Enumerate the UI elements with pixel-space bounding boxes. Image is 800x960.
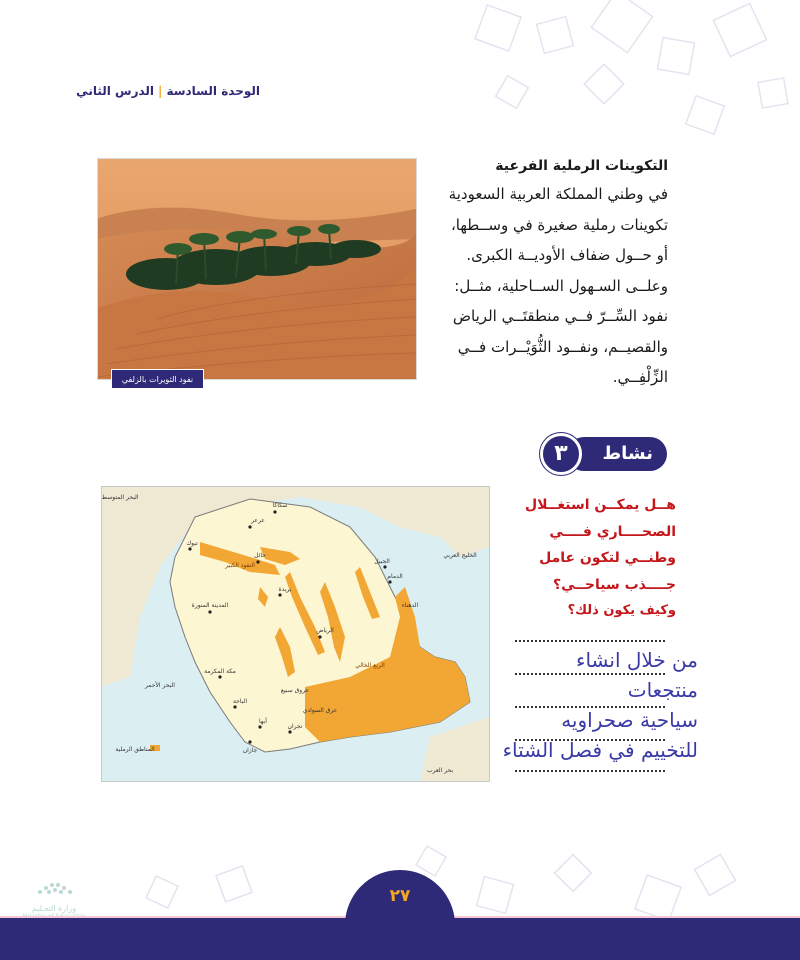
paragraph-line: وعلــى السـهول الســاحلية، مثــل: [454,276,668,295]
activity-label: نشاط [602,443,653,464]
answer-line [515,770,665,772]
photo-caption: نفود الثويرات بالزلفي [111,369,204,389]
svg-text:الخليج العربي: الخليج العربي [443,552,477,559]
unit-label: الوحدة السادسة [166,84,260,98]
text-section [428,153,668,393]
svg-text:حائل: حائل [254,552,266,559]
svg-text:أبها: أبها [259,718,267,725]
svg-text:الدهناء: الدهناء [401,602,419,609]
svg-text:الرياض: الرياض [316,627,334,634]
desert-illustration [97,159,416,380]
svg-text:جازان: جازان [242,747,258,754]
page-number: ٢٧ [389,886,411,906]
paragraph-line: والقصيــم، ونفــود الثُّوَيْــرات فــي [457,337,668,356]
paragraph-line: أو حــول ضفاف الأوديــة الكبرى. [466,246,668,264]
svg-text:المناطق الرملية: المناطق الرملية [115,746,155,753]
paragraph-line: نفود السِّــرّ فــي منطقتَــي الرياض [452,307,668,325]
svg-text:تبوك: تبوك [186,540,198,547]
question-line: الصحــــاري فــــي [549,523,676,540]
svg-text:بحر العرب: بحر العرب [426,767,454,774]
svg-text:المدينة المنورة: المدينة المنورة [191,602,229,609]
svg-text:الجبيل: الجبيل [374,558,390,565]
desert-oasis-photo [97,158,417,380]
answer-line-text: منتجعات [627,678,698,702]
answer-line-text: سياحية صحراويه [561,708,698,732]
question-follow-up: وكيف يكون ذلك؟ [567,603,676,618]
ministry-name: وزارة التعـليم [31,904,77,913]
answer-line-text: من خلال انشاء [576,648,698,672]
svg-text:الباحة: الباحة [232,698,248,705]
answer-text[interactable] [478,645,698,765]
saudi-map [101,487,489,782]
question-line: هــل يمكــن استغــلال [524,497,676,513]
activity-question [506,492,676,624]
breadcrumb-separator: | [158,84,163,98]
svg-text:عروق سبيع: عروق سبيع [280,687,310,694]
answer-line-text: للتخييم في فصل الشتاء [502,738,698,762]
paragraph-line: الزِّلْفِــي. [612,368,668,386]
section-title: التكوينات الرملية الفرعية [495,158,668,174]
paragraph-line: تكوينات رملية صغيرة في وســطها، [450,215,668,234]
activity-badge [540,433,667,473]
svg-text:مكة المكرمة: مكة المكرمة [204,668,236,675]
answer-line [515,640,665,642]
svg-text:عرعر: عرعر [251,517,265,524]
svg-text:النفود الكبير: النفود الكبير [225,562,255,569]
svg-text:سكاكا: سكاكا [272,502,288,509]
svg-text:البحر الأحمر: البحر الأحمر [145,682,175,689]
question-line: جــــذب سياحــي؟ [553,576,676,593]
ministry-emblem-icon [34,876,74,898]
svg-text:بريدة: بريدة [278,586,292,593]
svg-text:الربع الخالي: الربع الخالي [355,662,385,669]
svg-text:عرق السوادي: عرق السوادي [302,707,338,714]
paragraph-line: في وطني المملكة العربية السعودية [448,185,668,203]
sand-regions-map [101,486,490,782]
svg-text:الدمام: الدمام [387,573,403,580]
activity-number: ٣ [540,433,582,475]
lesson-label: الدرس الثاني [76,84,155,98]
question-line: وطنــي لتكون عامل [539,550,676,566]
breadcrumb [40,84,260,104]
svg-text:البحر المتوسط: البحر المتوسط [101,494,139,501]
svg-text:نجران: نجران [287,723,303,730]
